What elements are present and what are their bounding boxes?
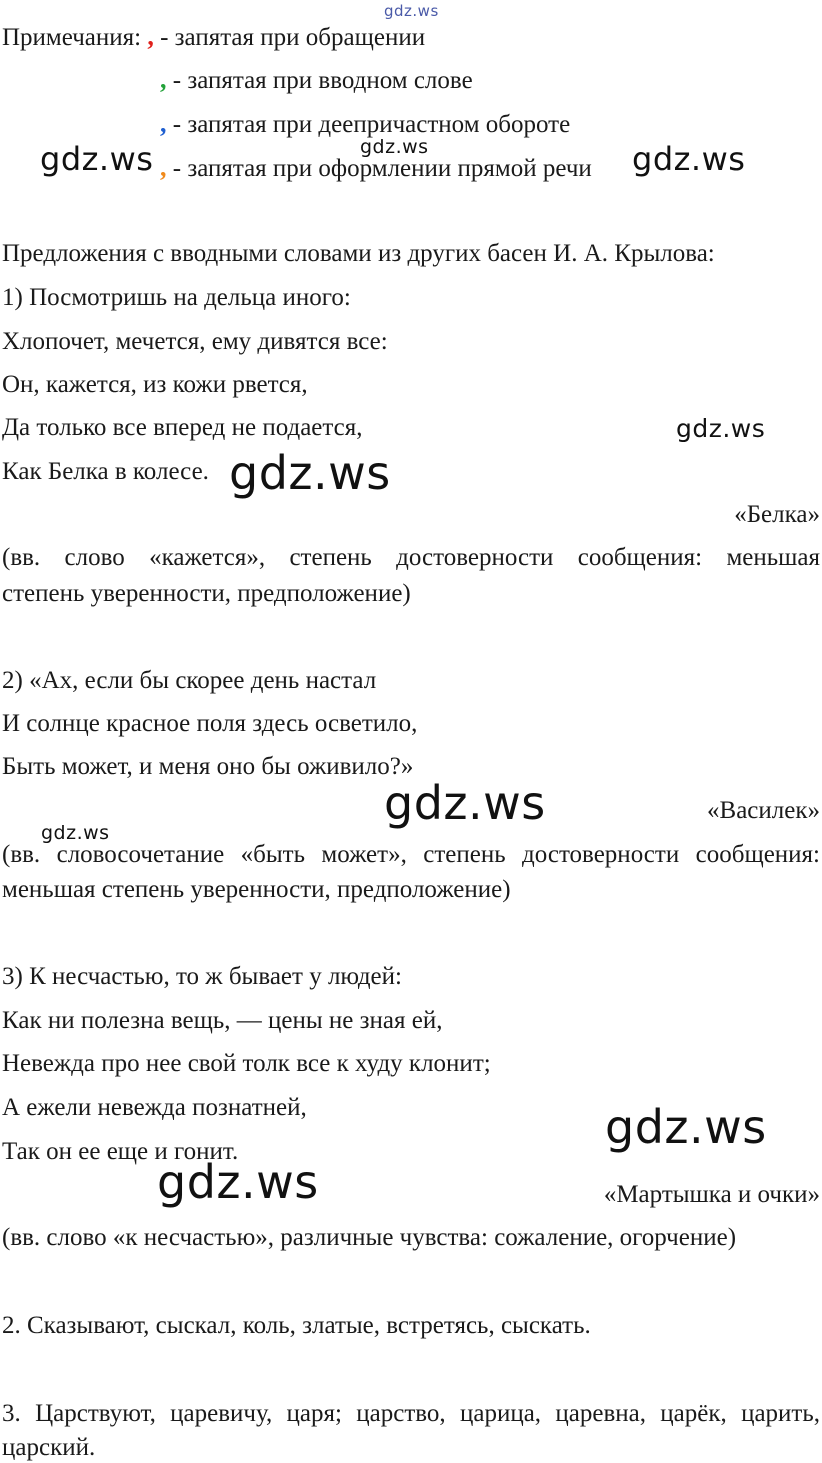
ex1-source: «Белка» [734, 501, 820, 528]
watermark: gdz.ws [632, 140, 746, 178]
ex3-source: «Мартышка и очки» [603, 1181, 820, 1208]
ex2-line: Быть может, и меня оно бы оживило?» [2, 753, 414, 780]
ex2-line: И солнце красное поля здесь осветило, [2, 710, 418, 737]
ex1-line: Хлопочет, мечется, ему дивятся все: [2, 328, 388, 355]
watermark: gdz.ws [676, 414, 766, 443]
ex1-line: Да только все вперед не подается, [2, 414, 363, 441]
ex3-comment: (вв. слово «к несчастью», различные чувства: сожаление, огорчение) [2, 1224, 737, 1251]
intro-text: Предложения с вводными словами из других басен И. А. Крылова: [2, 240, 715, 267]
ex2-line: 2) «Ах, если бы скорее день настал [2, 667, 377, 694]
watermark: gdz.ws [384, 776, 546, 830]
ex3-line: Невежда про нее свой толк все к худу клонит; [2, 1050, 491, 1077]
ex1-line: Он, кажется, из кожи рвется, [2, 371, 308, 398]
watermark: gdz.ws [157, 1155, 319, 1209]
red-comma-icon: , [147, 22, 154, 51]
ex2-source: «Василек» [707, 797, 820, 824]
ex3-line: Как ни полезна вещь, — цены не зная ей, [2, 1007, 443, 1034]
note-direct-speech-comma: - запятая при оформлении прямой речи [172, 155, 592, 182]
note-introductory-comma: - запятая при вводном слове [172, 67, 473, 94]
notes-label: Примечания: [2, 24, 142, 51]
note-address-comma: - запятая при обращении [160, 24, 426, 51]
ex2-comment: (вв. словосочетание «быть может», степень достоверности сообщения: [2, 841, 820, 868]
watermark: gdz.ws [384, 2, 439, 20]
ex3-line: 3) К несчастью, то ж бывает у людей: [2, 963, 402, 990]
ex3-line: Так он ее еще и гонит. [2, 1138, 239, 1165]
watermark: gdz.ws [40, 140, 154, 178]
watermark: gdz.ws [605, 1100, 767, 1154]
green-comma-icon: , [160, 65, 167, 94]
orange-comma-icon: , [160, 153, 167, 182]
ex2-comment: меньшая степень уверенности, предположение) [2, 876, 511, 903]
ex1-line: 1) Посмотришь на дельца иного: [2, 284, 351, 311]
watermark: gdz.ws [360, 136, 429, 158]
watermark: gdz.ws [41, 822, 110, 844]
task-3-answer: царский. [2, 1434, 96, 1461]
ex3-line: А ежели невежда познатней, [2, 1094, 307, 1121]
task-3-answer: 3. Царствуют, царевичу, царя; царство, царица, царевна, царёк, царить, [2, 1400, 820, 1427]
task-2-answer: 2. Сказывают, сыскал, коль, златые, встретясь, сыскать. [2, 1312, 591, 1339]
ex1-line: Как Белка в колесе. [2, 458, 209, 485]
watermark: gdz.ws [229, 446, 391, 500]
notes-line-2 [160, 65, 473, 96]
note-participle-comma: - запятая при деепричастном обороте [172, 111, 571, 138]
blue-comma-icon: , [160, 109, 167, 138]
ex1-comment: (вв. слово «кажется», степень достоверности сообщения: меньшая [2, 544, 820, 571]
notes-line-1 [2, 22, 425, 53]
ex1-comment: степень уверенности, предположение) [2, 580, 411, 607]
